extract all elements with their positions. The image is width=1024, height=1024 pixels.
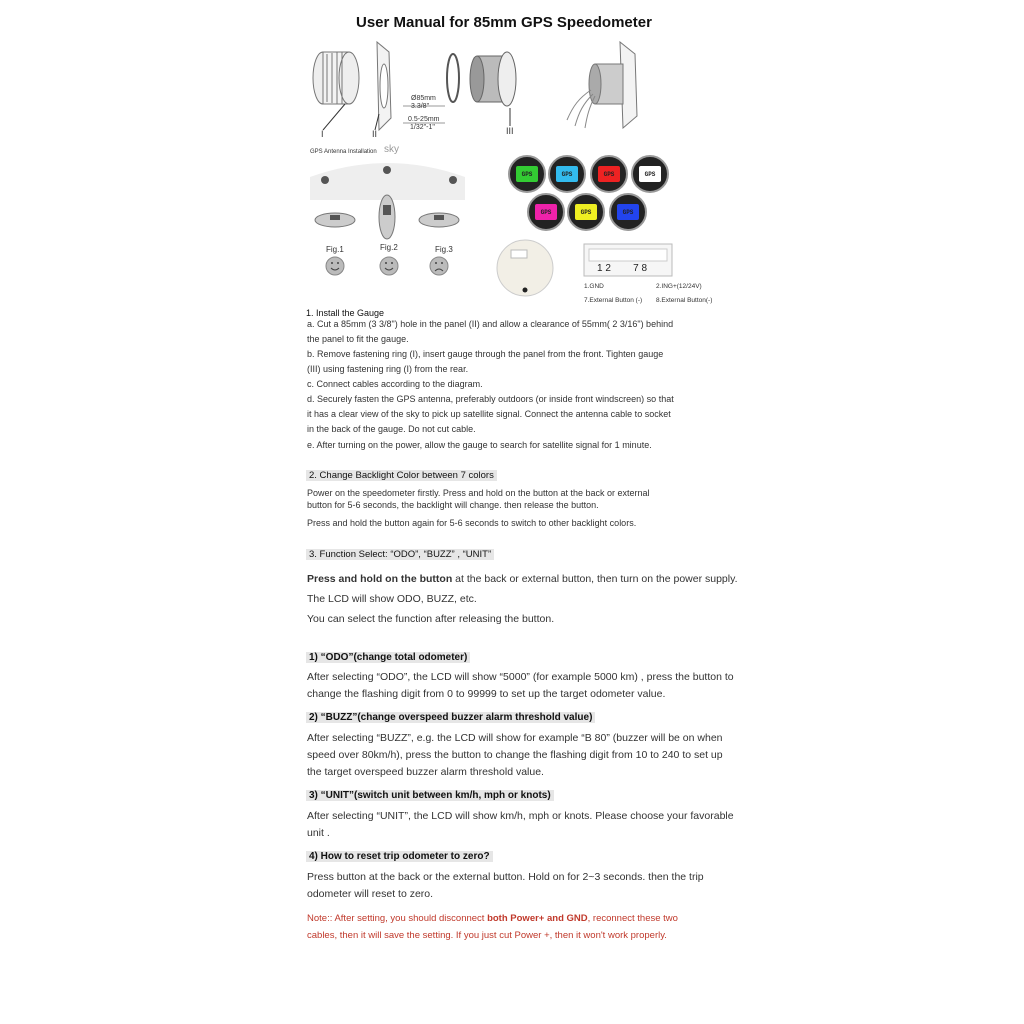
- part-label-iii: III: [506, 126, 514, 136]
- install-line-d2: it has a clear view of the sky to pick up satellite signal. Connect the antenna cable to socket: [307, 409, 671, 419]
- gauge-white: GPS: [631, 155, 669, 193]
- gauge-red: GPS: [590, 155, 628, 193]
- install-line-b1: b. Remove fastening ring (I), insert gauge through the panel from the front. Tighten gauge: [307, 349, 664, 359]
- gauge-back-illustration: [495, 238, 555, 298]
- pin-1-label: 1.GND: [584, 283, 604, 290]
- sad-face-icon: [430, 257, 448, 275]
- odo-line-2: change the flashing digit from 0 to 99999 to set up the target odometer value.: [307, 688, 666, 700]
- function-intro: Press and hold on the button at the back or external button, then turn on the power supply.: [307, 573, 738, 585]
- odo-heading: 1) “ODO”(change total odometer): [306, 652, 470, 663]
- install-line-e: e. After turning on the power, allow the gauge to search for satellite signal for 1 minute.: [307, 440, 652, 450]
- o-ring-illustration: [447, 54, 459, 102]
- antenna-installation-diagram: [305, 155, 470, 280]
- function-line-2: You can select the function after releasing the button.: [307, 613, 555, 625]
- reset-heading: 4) How to reset trip odometer to zero?: [306, 851, 493, 862]
- install-line-a1: a. Cut a 85mm (3 3/8") hole in the panel (II) and allow a clearance of 55mm( 2 3/16") behind: [307, 319, 674, 329]
- note-line-2: cables, then it will save the setting. If you just cut Power +, then it won't work properly.: [307, 930, 667, 941]
- unit-line-1: After selecting “UNIT”, the LCD will show km/h, mph or knots. Please choose your favorable: [307, 810, 734, 822]
- part-label-ii: II: [372, 129, 378, 139]
- fig-3-label: Fig.3: [435, 245, 453, 254]
- assembled-gauge-illustration: [565, 40, 665, 130]
- part-label-i: I: [321, 129, 324, 139]
- section-function-heading: 3. Function Select: “ODO”, “BUZZ” , “UNIT”: [306, 549, 494, 560]
- installation-parts-diagram: [305, 38, 520, 138]
- pin-7-label: 7.External Button (-): [584, 297, 643, 304]
- section-backlight-heading: 2. Change Backlight Color between 7 colors: [306, 470, 497, 481]
- note-line-1: Note:: After setting, you should disconnect both Power+ and GND, reconnect these two: [307, 913, 678, 924]
- odo-line-1: After selecting “ODO”, the LCD will show “5000” (for example 5000 km) , press the button to: [307, 671, 734, 683]
- gauge-green: GPS: [508, 155, 546, 193]
- section-install-heading: 1. Install the Gauge: [306, 308, 385, 318]
- backlight-line-1: Power on the speedometer firstly. Press and hold on the button at the back or external: [307, 488, 650, 498]
- reset-line-1: Press button at the back or the external button. Hold on for 2~3 seconds. then the trip: [307, 871, 704, 883]
- unit-heading: 3) “UNIT”(switch unit between km/h, mph or knots): [306, 790, 554, 801]
- dimension-diameter: Ø85mm: [411, 95, 436, 102]
- install-line-b2: (III) using fastening ring (I) from the rear.: [307, 364, 469, 374]
- fig-1-label: Fig.1: [326, 245, 344, 254]
- install-line-d1: d. Securely fasten the GPS antenna, preferably outdoors (or inside front windscreen) so that: [307, 394, 674, 404]
- panel-illustration: [377, 42, 391, 130]
- pin-8-label: 8.External Button(-): [656, 297, 713, 304]
- buzz-line-2: speed over 80km/h), press the button to change the flashing digit from 10 to 240 to set up: [307, 749, 723, 761]
- gauge-yellow: GPS: [567, 193, 605, 231]
- backlight-line-3: Press and hold the button again for 5-6 seconds to switch to other backlight colors.: [307, 518, 637, 528]
- dimension-diameter-inches: 3.3/8": [411, 103, 430, 110]
- happy-face-icon: [326, 257, 344, 275]
- buzz-heading: 2) “BUZZ”(change overspeed buzzer alarm threshold value): [306, 712, 595, 723]
- reset-line-2: odometer will reset to zero.: [307, 888, 434, 900]
- pin-2-label: 2.ING+(12/24V): [656, 283, 702, 290]
- install-line-a2: the panel to fit the gauge.: [307, 334, 409, 344]
- function-line-1: The LCD will show ODO, BUZZ, etc.: [307, 593, 477, 605]
- backlight-line-2: button for 5-6 seconds, the backlight will change. then release the button.: [307, 500, 599, 510]
- sky-label: sky: [384, 144, 399, 155]
- unit-line-2: unit .: [307, 827, 330, 839]
- page-title: User Manual for 85mm GPS Speedometer: [356, 14, 652, 31]
- buzz-line-1: After selecting “BUZZ”, e.g. the LCD will show for example “B 80” (buzzer will be on when: [307, 732, 723, 744]
- buzz-line-3: the target overspeed buzzer alarm threshold value.: [307, 766, 544, 778]
- install-line-d3: in the back of the gauge. Do not cut cable.: [307, 424, 476, 434]
- fig-2-label: Fig.2: [380, 243, 398, 252]
- dimension-thickness-inches: 1/32"-1": [410, 124, 435, 131]
- gauge-blue: GPS: [609, 193, 647, 231]
- fastening-ring-illustration: [313, 52, 359, 104]
- gauge-body-illustration: [470, 52, 516, 106]
- install-line-c: c. Connect cables according to the diagram.: [307, 379, 483, 389]
- dimension-thickness: 0.5-25mm: [408, 116, 440, 123]
- gauge-cyan: GPS: [548, 155, 586, 193]
- antenna-caption: GPS Antenna Installation: [310, 149, 377, 155]
- connector-pin-numbers: 1 2 7 8: [597, 263, 648, 274]
- gauge-magenta: GPS: [527, 193, 565, 231]
